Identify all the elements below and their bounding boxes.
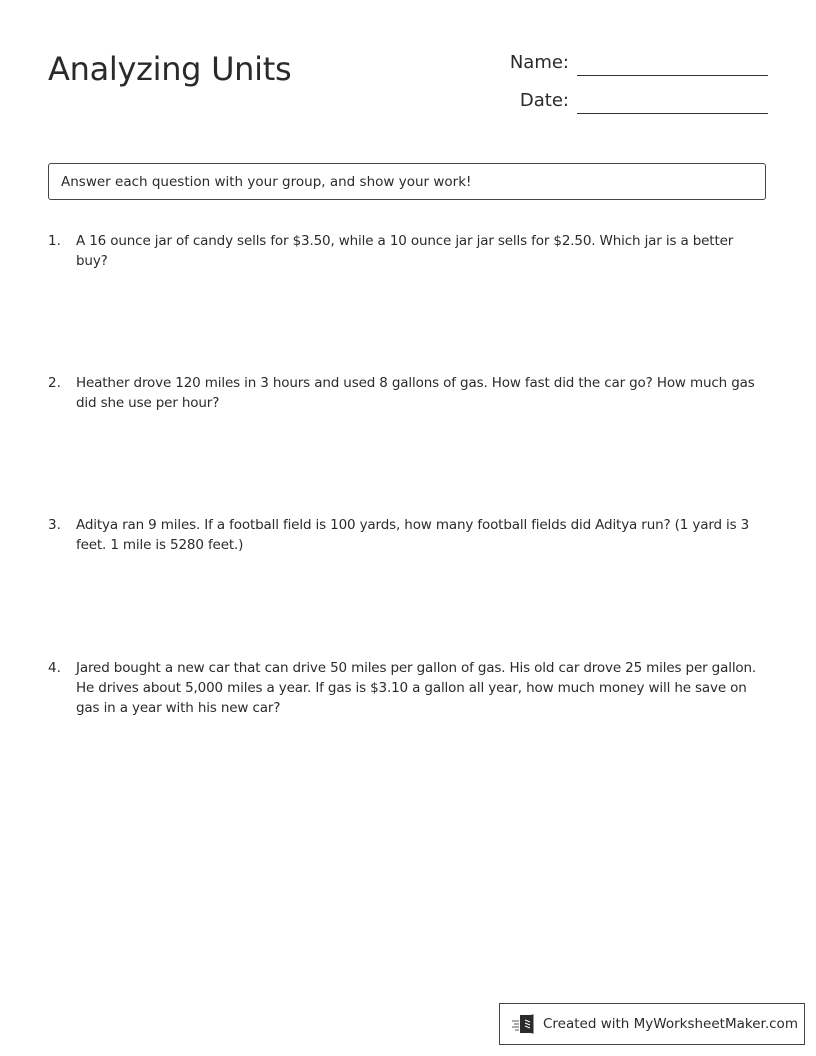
question-text: Heather drove 120 miles in 3 hours and used 8 gallons of gas. How fast did the car go? How much gas did she use per hour? (76, 375, 755, 411)
question-number: 2. (48, 375, 61, 391)
instructions-text: Answer each question with your group, and show your work! (61, 174, 472, 190)
name-blank-line (577, 75, 768, 76)
question-number: 4. (48, 660, 61, 676)
question-3 (48, 515, 766, 555)
date-blank-line (577, 113, 768, 114)
question-text: Aditya ran 9 miles. If a football field is 100 yards, how many football fields did Aditya run? (1 yard is 3 feet. 1 mile is 5280 feet.) (76, 517, 750, 553)
name-field (490, 50, 768, 80)
worksheet-maker-logo-icon (511, 1013, 537, 1035)
question-1 (48, 231, 766, 271)
question-text: Jared bought a new car that can drive 50 miles per gallon of gas. His old car drove 25 miles per gallon. He drives about 5,000 miles a year. If gas is $3.10 a gallon all year, how much money will he save on gas in a year with his new car? (76, 660, 757, 716)
question-2 (48, 373, 766, 413)
footer-credit-link[interactable]: Created with MyWorksheetMaker.com (543, 1016, 798, 1032)
footer-badge[interactable] (499, 1003, 805, 1045)
date-label: Date: (519, 90, 569, 111)
question-number: 1. (48, 233, 61, 249)
question-text: A 16 ounce jar of candy sells for $3.50, while a 10 ounce jar jar sells for $2.50. Which jar is a better buy? (76, 233, 734, 269)
worksheet-title: Analyzing Units (48, 50, 292, 88)
date-field (490, 88, 768, 118)
instructions-box (48, 163, 766, 200)
name-label: Name: (509, 52, 569, 73)
question-number: 3. (48, 517, 61, 533)
question-4 (48, 658, 766, 718)
